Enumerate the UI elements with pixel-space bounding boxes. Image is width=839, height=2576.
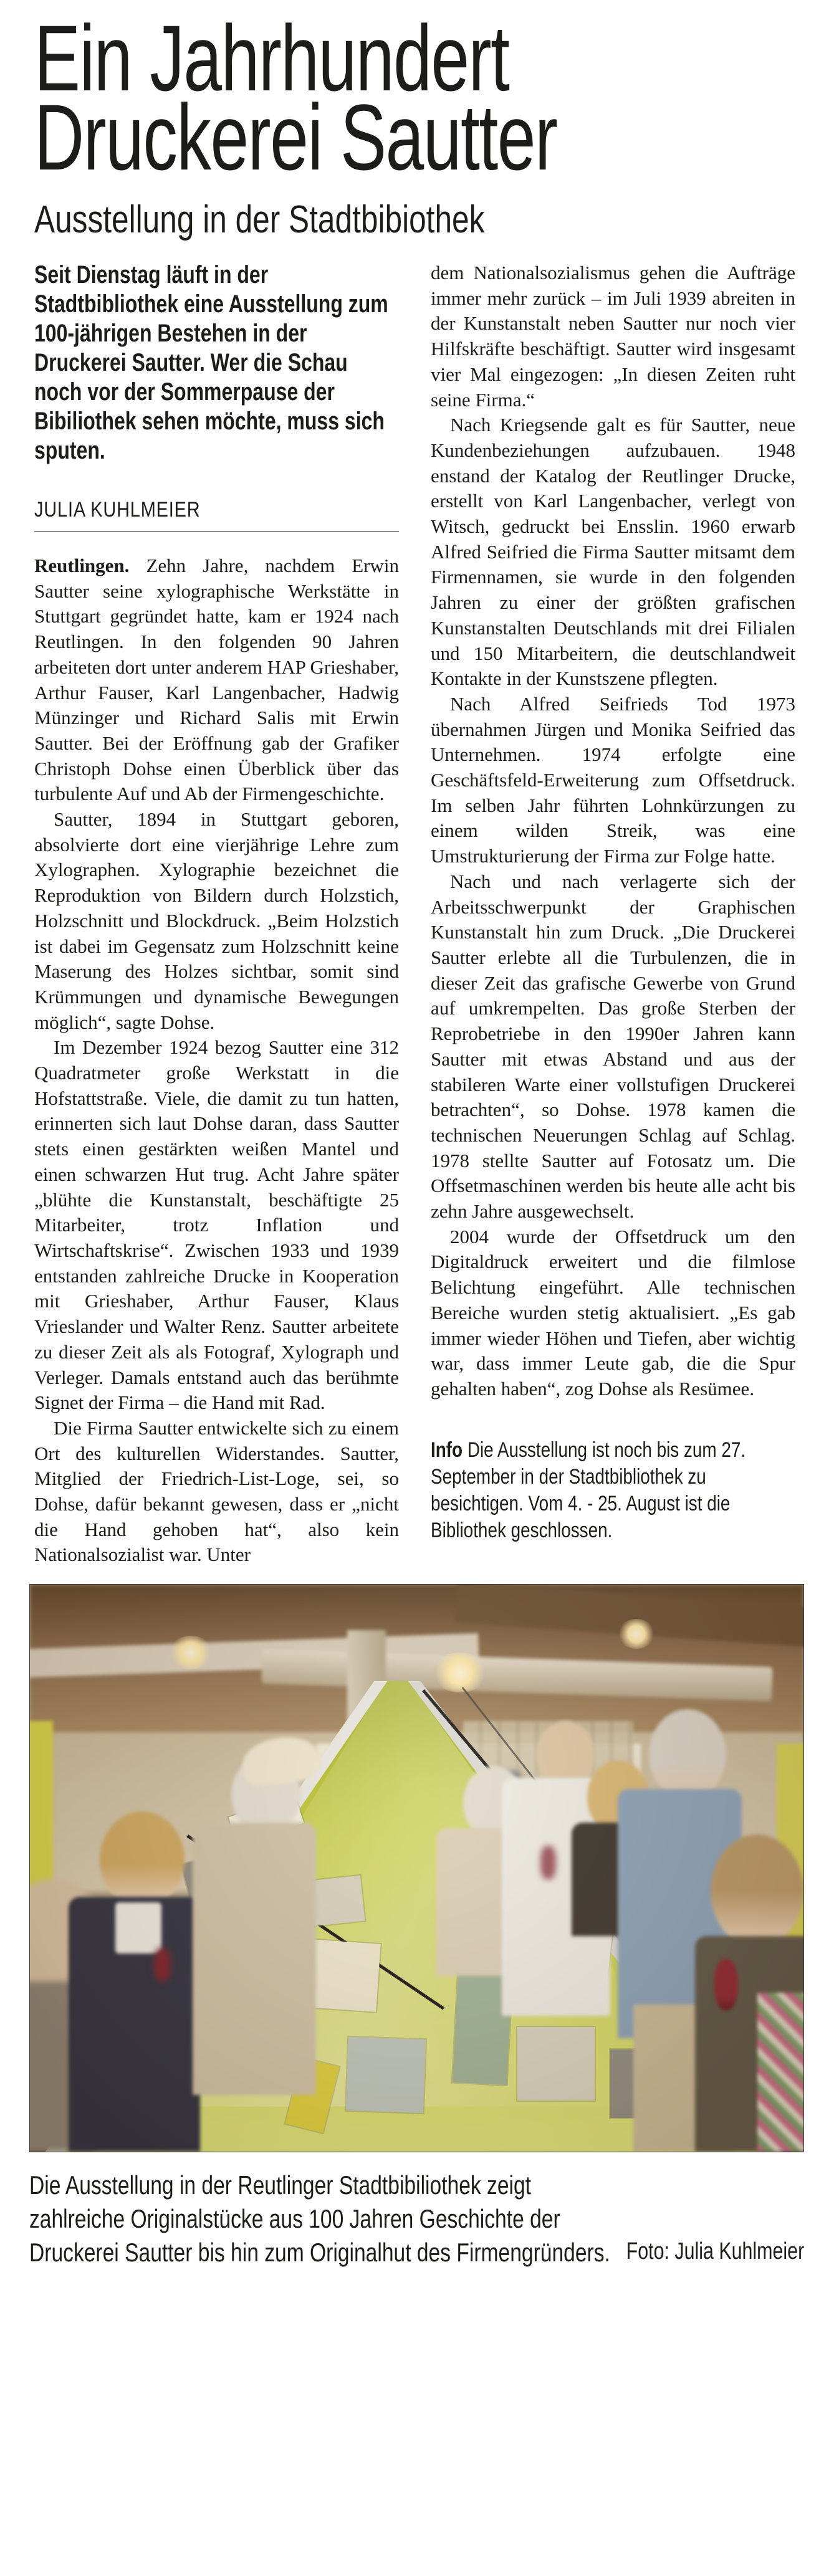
photo-ceiling-light <box>169 1636 213 1669</box>
exhibit-card <box>306 1940 380 2013</box>
exhibit-print <box>517 2027 595 2101</box>
article-columns <box>34 260 797 1568</box>
left-column <box>34 260 399 1568</box>
headline-text-2: Druckerei Sautter <box>34 85 557 189</box>
paragraph: Sautter, 1894 in Stuttgart geboren, absolvierte dort eine vierjährige Lehre zum Xylographen. Xylographie bezeichnet die Reproduktion von Bildern durch Holzstich, Holzschnitt und Blockdruck. „Beim Holzstich ist dabei im Gegensatz zum Holzschnitt keine Maserung des Holzes sichtbar, somit sind Krümmungen und dynamische Bewegungen möglich“, sagte Dohse. <box>34 808 399 1033</box>
byline-rule <box>34 531 399 532</box>
person-grey-beard-man-head <box>649 1709 726 1800</box>
paragraph: Nach Kriegsende galt es für Sautter, neue Kundenbeziehungen aufzubauen. 1948 enstand der Katalog der Reutlinger Drucke, erstellt von Karl Langenbacher, verlegt von Witsch, gedruckt bei Ensslin. 1960 erwarb Alfred Seifried die Firma Sautter mitsamt dem Firmennamen, sie wurde in den folgenden Jahren zu einer der größten grafischen Kunstanstalten Deutschlands mit drei Filialen und 150 Mitarbeitern, die deutschlandweit Kontakte in der Kunstszene pflegten. <box>431 414 795 690</box>
paragraph: Nach Alfred Seifrieds Tod 1973 übernahmen Jürgen und Monika Seifried das Unternehmen. 1974 erfolgte eine Geschäftsfeld-Erweiterung zum Offsetdruck. Im selben Jahr führten Lohnkürzungen zu einem wilden Streik, was eine Umstrukturierung der Firma zur Folge hatte. <box>431 692 795 867</box>
person-blond-woman-head <box>100 1811 185 1908</box>
info-box <box>431 1437 795 1544</box>
photo-caption <box>29 2168 804 2269</box>
paragraph: Die Firma Sautter entwickelte sich zu einem Ort des kulturellen Widerstandes. Sautter, Mitglied der Friedrich-List-Loge, sei, so Dohse, dafür bekannt gewesen, dass er „nicht die Hand gehoben hat“, also kein Nationalsozialist war. Unter <box>34 1416 399 1566</box>
headline-text-1: Ein Jahrhundert <box>34 6 509 110</box>
info-label: Info <box>431 1438 463 1462</box>
wine-glass-red <box>154 1948 171 1982</box>
person-white-collar <box>115 1902 161 1953</box>
subtitle: Ausstellung in der Stadtbibiothek <box>34 198 485 241</box>
person-foreground-right-head <box>711 1834 803 1948</box>
lead-paragraph: Seit Dienstag läuft in der Stadtbibliothek eine Ausstellung zum 100-jährigen Bestehen in der Druckerei Sautter. Wer die Schau noch vor der Sommerpause der Bibiliothek sehen möchte, muss sich sputen. <box>34 261 388 464</box>
exhibition-photo <box>29 1584 804 2152</box>
person-beige-coat <box>193 1823 317 2095</box>
headline-line-2 <box>34 85 797 189</box>
photo-ceiling-light <box>618 1619 655 1649</box>
wine-glass-red2 <box>714 1959 737 2010</box>
paragraph: Nach und nach verlagerte sich der Arbeitsschwerpunkt der Graphischen Kunstanstalt hin zum Druck. „Die Druckerei Sautter erlebte all die Turbulenzen, die in dieser Zeit das grafische Gewerbe von Grund auf umkrempelten. Das große Sterben der Reprobetriebe in den 1990er Jahren kann Sautter mit etwas Abstand und aus der stabileren Warte einer vollstufigen Druckerei betrachten“, so Dohse. 1978 kamen die technischen Neuerungen Schlag auf Schlag. 1978 stellte Sautter auf Fotosatz um. Die Offsetmaschinen werden bis heute alle acht bis zehn Jahre ausgewechselt. <box>431 870 795 1223</box>
photo-credit: Foto: Julia Kuhlmeier <box>626 2238 805 2265</box>
dateline: Reutlingen. <box>34 555 130 576</box>
paragraph: Reutlingen. Zehn Jahre, nachdem Erwin Sautter seine xylographische Werkstätte in Stuttgart gegründet hatte, kam er 1924 nach Reutlingen. In den folgenden 90 Jahren arbeiteten dort unter anderem HAP Grieshaber, Arthur Fauser, Karl Langenbacher, Hadwig Münzinger und Richard Salis mit Erwin Sautter. Bei der Eröffnung gab der Grafiker Christoph Dohse einen Überblick über das turbulente Auf und Ab der Firmengeschichte. <box>34 555 399 805</box>
right-column-body <box>431 260 795 1402</box>
paragraph: Im Dezember 1924 bezog Sautter eine 312 Quadratmeter große Werkstatt in die Hofstattstraße. Viele, die damit zu tun hatten, erinnerten sich laut Dohse daran, dass Sautter stets einen gestärkten weißen Mantel und einen schwarzen Hut trug. Acht Jahre später „blühte die Kunstanstalt, beschäftigte 25 Mitarbeiter, trotz Inflation und Wirtschaftskrise“. Zwischen 1933 und 1939 entstanden zahlreiche Drucke in Kooperation mit Grieshaber, Arthur Fauser, Klaus Vrieslander und Walter Renz. Sautter arbeitete zu dieser Zeit als als Fotograf, Xylograph und Verleger. Damals entstand auch das berühmte Signet der Firma – die Hand mit Rad. <box>34 1036 399 1414</box>
byline: JULIA KUHLMEIER <box>34 498 201 522</box>
wine-glass <box>540 1846 556 1880</box>
info-text: Die Ausstellung ist noch bis zum 27. September in der Stadtbibliothek zu besichtigen. Vom 4. - 25. August ist die Bibliothek geschlossen. <box>431 1438 746 1542</box>
right-column <box>431 260 795 1544</box>
paragraph: 2004 wurde der Offsetdruck um den Digitaldruck erweitert und die filmlose Belichtung eingeführt. Alle technischen Bereiche wurden stetig aktualisiert. „Es gab immer wieder Höhen und Tiefen, aber wichtig war, dass immer Leute gab, die die Spur gehalten haben“, zog Dohse als Resümee. <box>431 1225 795 1400</box>
left-column-body <box>34 553 399 1568</box>
caption-text: Die Ausstellung in der Reutlinger Stadtbibiliothek zeigt zahlreiche Originalstücke aus 100 Jahren Geschichte der Druckerei Sautter bis hin zum Originalhut des Firmengründers. <box>29 2170 610 2268</box>
exhibit-booklet <box>346 2037 426 2114</box>
paragraph: dem Nationalsozialismus gehen die Aufträge immer mehr zurück – im Juli 1939 abreiten in der Kunstanstalt neben Sautter nur noch vier Hilfskräfte beschäftigt. Sautter wird insgesamt vier Mal eingezogen: „In diesen Zeiten ruht seine Firma.“ <box>431 262 795 411</box>
photo-yellow-panel-left <box>29 1721 53 1902</box>
person-flower-shirt <box>757 1993 804 2152</box>
